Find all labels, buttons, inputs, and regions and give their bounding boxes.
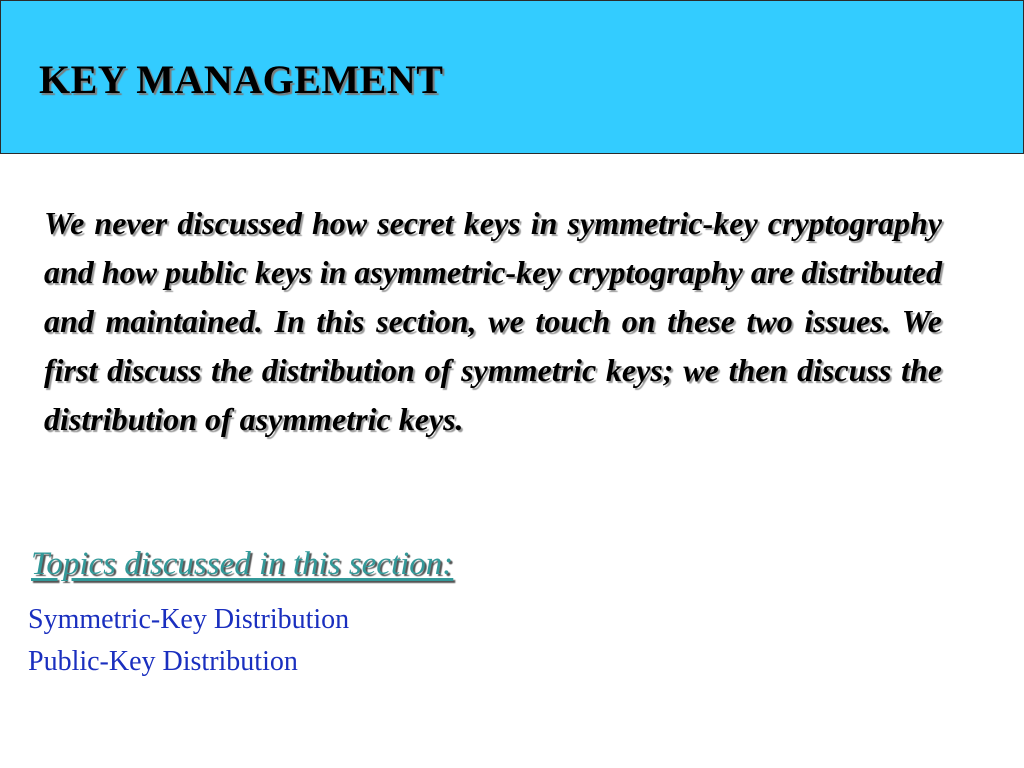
topic-item-symmetric-key-distribution: Symmetric-Key Distribution bbox=[28, 604, 350, 635]
topic-item-public-key-distribution: Public-Key Distribution bbox=[28, 646, 298, 677]
intro-paragraph: We never discussed how secret keys in symmetric-key cryptography and how public keys in asymmetric-key cryptography are distributed and maintained. In this section, we touch on these two issues. We first discuss the distribution of symmetric keys; we then discuss the distribution of asymmetric keys. bbox=[44, 205, 942, 437]
topics-list bbox=[28, 599, 349, 683]
topics-heading: Topics discussed in this section: bbox=[31, 546, 454, 582]
slide-title: KEY MANAGEMENT bbox=[39, 57, 444, 102]
title-bar bbox=[0, 0, 1024, 154]
